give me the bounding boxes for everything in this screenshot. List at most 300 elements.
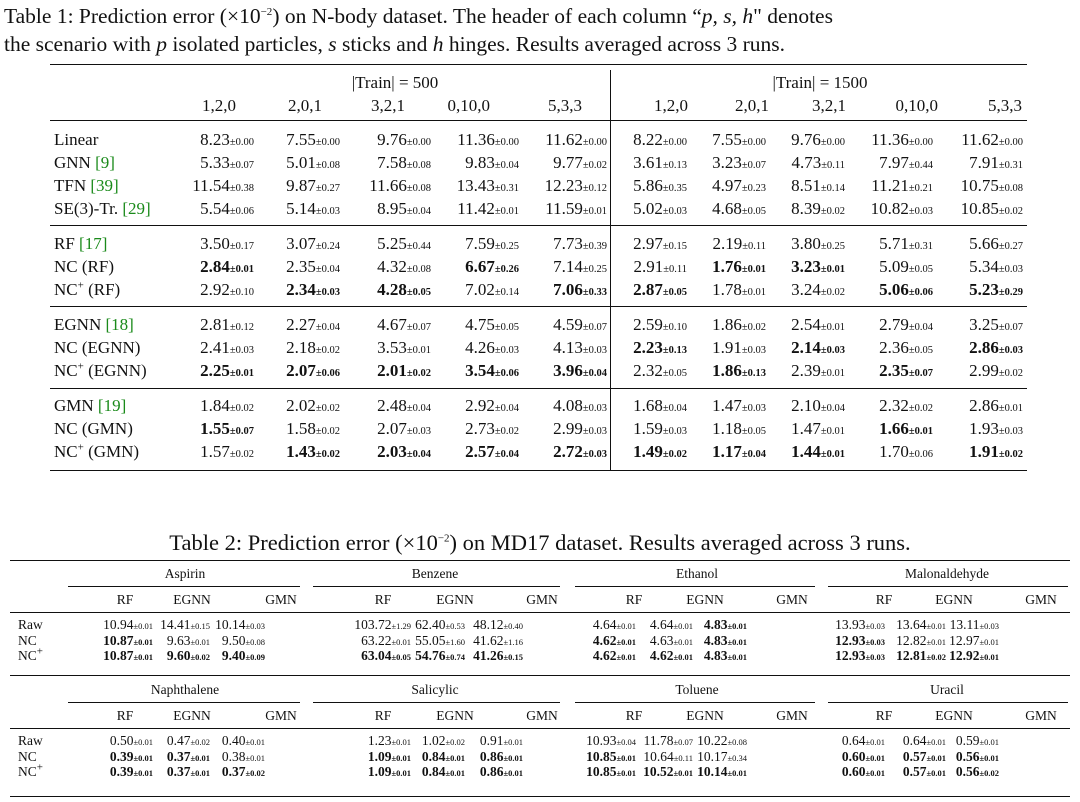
cell-std: ±0.25 xyxy=(582,264,607,275)
table-cell xyxy=(815,633,885,650)
cell-std: ±0.00 xyxy=(741,137,766,148)
cell-std: ±0.05 xyxy=(908,345,933,356)
cell-std: ±0.01 xyxy=(727,621,747,631)
cell-value: 1.58 xyxy=(286,419,316,438)
cell-value: 2.99 xyxy=(969,361,999,380)
cell-std: ±0.01 xyxy=(727,652,747,662)
cell-std: ±0.08 xyxy=(245,636,265,647)
cell-std: ±0.00 xyxy=(820,137,845,148)
cell-value: 5.01 xyxy=(286,153,316,172)
cell-value: 4.13 xyxy=(553,338,583,357)
table-cell xyxy=(154,419,254,442)
cell-std: ±0.04 xyxy=(616,737,636,747)
cell-std: ±0.11 xyxy=(821,160,845,171)
table-cell xyxy=(833,257,933,280)
cell-std: ±0.08 xyxy=(315,160,340,171)
cell-value: 9.40 xyxy=(221,648,246,663)
cell-std: ±0.01 xyxy=(979,652,999,662)
column-header xyxy=(410,96,490,116)
molecule-header xyxy=(867,682,1027,698)
method-header xyxy=(762,708,822,724)
table-cell xyxy=(833,315,933,338)
cell-value: 5.14 xyxy=(286,199,316,218)
table-cell xyxy=(453,764,523,781)
method-name: GMN xyxy=(776,592,808,607)
cell-std: ±0.01 xyxy=(582,206,607,217)
table-cell xyxy=(929,764,999,781)
cell-std: ±0.02 xyxy=(315,449,340,460)
cell-std: ±0.03 xyxy=(741,345,766,356)
row-label xyxy=(54,361,147,381)
cell-value: 0.86 xyxy=(479,748,504,764)
method-header xyxy=(604,708,664,724)
cell-std: ±0.02 xyxy=(315,426,340,437)
cell-std: ±0.02 xyxy=(820,206,845,217)
cell-value: 10.14 xyxy=(697,764,728,779)
cell-value: 3.80 xyxy=(791,234,821,253)
cell-std: ±0.01 xyxy=(616,768,636,778)
row-label-text: NC+ xyxy=(18,645,43,663)
cell-value: 1.91 xyxy=(712,338,742,357)
cell-value: 2.92 xyxy=(200,280,230,299)
cell-value: 0.86 xyxy=(479,764,504,779)
cell-std: ±0.05 xyxy=(662,287,687,298)
cell-value: 1.68 xyxy=(633,396,663,415)
table-cell xyxy=(833,280,933,303)
cell-std: ±0.74 xyxy=(445,652,465,662)
cell-std: ±0.01 xyxy=(616,636,636,647)
cell-value: 41.26 xyxy=(473,648,504,663)
header-rule xyxy=(10,612,1070,613)
cell-std: ±0.09 xyxy=(245,652,265,662)
column-header-label: 1,2,0 xyxy=(654,96,688,115)
cell-value: 2.41 xyxy=(200,338,230,357)
table-cell xyxy=(240,234,340,257)
table2-caption: Table 2: Prediction error $(\times 10^{-2})$ on MD17 dataset. Results averaged across 3 runs. xyxy=(169,530,911,555)
molecule-header xyxy=(867,566,1027,582)
cell-std: ±0.01 xyxy=(391,737,411,747)
method-name: RF xyxy=(374,592,392,607)
cell-std: ±0.01 xyxy=(727,768,747,778)
cell-std: ±0.27 xyxy=(998,241,1023,252)
cell-value: 10.14 xyxy=(215,617,246,632)
cell-value: 4.62 xyxy=(592,648,617,663)
method-header xyxy=(425,708,485,724)
cell-value: 103.72 xyxy=(354,617,392,632)
cell-std: ±0.03 xyxy=(662,426,687,437)
cell-std: ±0.08 xyxy=(727,737,747,747)
method-name: RF xyxy=(625,708,643,723)
cell-value: 4.64 xyxy=(649,617,674,632)
cell-value: 10.93 xyxy=(586,733,617,748)
cell-value: 1.55 xyxy=(200,419,230,438)
cell-std: ±0.03 xyxy=(494,345,519,356)
table-cell xyxy=(419,130,519,153)
table-cell xyxy=(745,199,845,222)
cell-std: ±0.03 xyxy=(741,403,766,414)
cell-std: ±0.05 xyxy=(741,426,766,437)
table-cell xyxy=(331,361,431,384)
molecule-rule xyxy=(68,586,300,587)
cell-value: 3.23 xyxy=(712,153,742,172)
cell-std: ±0.12 xyxy=(229,322,254,333)
cell-std: ±0.00 xyxy=(582,137,607,148)
cell-std: ±0.01 xyxy=(245,752,265,763)
molecule-name: Aspirin xyxy=(164,566,206,581)
method-name: RF xyxy=(116,592,134,607)
molecule-header xyxy=(105,566,265,582)
cell-value: 5.02 xyxy=(633,199,663,218)
cell-std: ±0.35 xyxy=(662,183,687,194)
table-cell xyxy=(833,130,933,153)
cell-std: ±0.01 xyxy=(926,768,946,778)
method-name: GMN xyxy=(526,708,558,723)
cell-std: ±0.01 xyxy=(820,322,845,333)
cell-std: ±0.04 xyxy=(741,449,766,460)
column-header-label: 0,10,0 xyxy=(447,96,490,115)
cell-value: 3.07 xyxy=(286,234,316,253)
top-rule xyxy=(10,560,1070,561)
cell-value: 13.43 xyxy=(456,176,495,195)
table-cell xyxy=(923,257,1023,280)
molecule-header xyxy=(105,682,265,698)
row-label xyxy=(18,733,43,749)
row-label-text: SE(3)-Tr. xyxy=(54,199,123,218)
method-header xyxy=(675,592,735,608)
cell-std: ±0.33 xyxy=(582,287,607,298)
table-cell xyxy=(745,338,845,361)
cell-std: ±0.04 xyxy=(494,403,519,414)
table-cell xyxy=(815,733,885,750)
cell-std: ±0.38 xyxy=(229,183,254,194)
cell-value: 2.91 xyxy=(633,257,664,276)
cell-std: ±0.07 xyxy=(673,737,693,747)
cell-value: 10.52 xyxy=(643,764,674,779)
cell-std: ±0.04 xyxy=(582,368,607,379)
cell-std: ±1.16 xyxy=(503,636,523,647)
cell-std: ±0.06 xyxy=(315,368,340,379)
cell-value: 8.51 xyxy=(791,176,821,195)
cell-value: 13.93 xyxy=(835,617,866,632)
table-cell xyxy=(240,338,340,361)
table1-caption-line1: Table 1: Prediction error $(\times 10^{-2})$ on N-body dataset. The header of each column “p, s, h" denotes xyxy=(4,4,833,28)
cell-std: ±0.01 xyxy=(926,621,946,631)
cell-value: 9.63 xyxy=(166,632,191,648)
row-label-text: NC+ (RF) xyxy=(54,279,121,299)
table-cell xyxy=(929,617,999,634)
cell-value: 1.76 xyxy=(712,257,742,276)
table-cell xyxy=(745,419,845,442)
cell-std: ±0.02 xyxy=(662,449,687,460)
table-cell xyxy=(745,176,845,199)
row-label-text: Raw xyxy=(18,617,43,632)
table-cell xyxy=(453,617,523,634)
cell-value: 11.78 xyxy=(643,733,674,748)
table-cell xyxy=(331,176,431,199)
row-label-text: RF xyxy=(54,234,80,253)
table-cell xyxy=(331,442,431,465)
cell-value: 4.83 xyxy=(703,617,728,632)
molecule-header xyxy=(355,566,515,582)
cell-std: ±0.00 xyxy=(908,137,933,148)
method-header xyxy=(251,708,311,724)
table-cell xyxy=(331,419,431,442)
cell-std: ±0.01 xyxy=(616,652,636,662)
table-cell xyxy=(240,442,340,465)
cell-value: 3.53 xyxy=(377,338,407,357)
cell-std: ±0.03 xyxy=(865,621,885,631)
cell-std: ±0.02 xyxy=(229,449,254,460)
cell-std: ±0.01 xyxy=(926,636,946,647)
cell-value: 11.66 xyxy=(369,176,407,195)
method-name: EGNN xyxy=(436,592,474,607)
method-name: GMN xyxy=(1025,708,1057,723)
cell-value: 63.22 xyxy=(361,632,392,648)
molecule-rule xyxy=(313,586,560,587)
table-cell xyxy=(453,749,523,766)
row-label-text: Linear xyxy=(54,130,99,149)
cell-std: ±0.02 xyxy=(315,345,340,356)
cell-value: 12.93 xyxy=(835,632,866,648)
table-cell xyxy=(154,153,254,176)
cell-std: ±0.01 xyxy=(926,737,946,747)
group-header xyxy=(750,73,890,93)
table-cell xyxy=(453,648,523,665)
method-header xyxy=(162,708,222,724)
cell-std: ±0.17 xyxy=(229,241,254,252)
citation-link: [17] xyxy=(79,234,108,253)
cell-std: ±0.11 xyxy=(742,241,766,252)
cell-std: ±0.04 xyxy=(494,449,519,460)
cell-std: ±0.01 xyxy=(503,752,523,763)
row-label-text: NC xyxy=(18,632,37,648)
cell-value: 1.91 xyxy=(969,442,999,461)
cell-std: ±0.31 xyxy=(494,183,519,194)
cell-std: ±0.03 xyxy=(865,652,885,662)
cell-value: 2.01 xyxy=(377,361,407,380)
cell-std: ±0.27 xyxy=(315,183,340,194)
row-label xyxy=(54,176,119,196)
column-header xyxy=(325,96,405,116)
cell-value: 0.37 xyxy=(221,764,246,779)
method-name: EGNN xyxy=(935,708,973,723)
table-cell xyxy=(240,280,340,303)
cell-std: ±0.13 xyxy=(662,160,687,171)
row-label-text: NC+ (GMN) xyxy=(54,441,140,461)
cell-value: 10.87 xyxy=(103,632,134,648)
molecule-rule xyxy=(828,586,1068,587)
cell-value: 9.76 xyxy=(377,130,407,149)
cell-std: ±0.01 xyxy=(616,752,636,763)
cell-value: 0.37 xyxy=(166,748,191,764)
cell-value: 41.62 xyxy=(473,632,504,648)
molecule-rule xyxy=(575,702,815,703)
cell-std: ±0.02 xyxy=(190,737,210,747)
cell-std: ±0.02 xyxy=(406,368,431,379)
row-label-text: NC (EGNN) xyxy=(54,338,141,357)
row-label xyxy=(54,280,120,300)
cell-value: 2.72 xyxy=(553,442,583,461)
method-header xyxy=(353,592,413,608)
row-label-text: NC (RF) xyxy=(54,257,114,276)
cell-std: ±0.07 xyxy=(741,160,766,171)
cell-value: 1.47 xyxy=(712,396,742,415)
cell-value: 13.11 xyxy=(949,617,980,632)
cell-std: ±0.05 xyxy=(406,287,431,298)
row-label-text: EGNN xyxy=(54,315,106,334)
cell-std: ±0.01 xyxy=(133,768,153,778)
table-cell xyxy=(833,419,933,442)
cell-std: ±0.01 xyxy=(229,264,254,275)
method-header xyxy=(924,592,984,608)
table-cell xyxy=(419,361,519,384)
cell-value: 7.14 xyxy=(553,257,583,276)
cell-value: 1.78 xyxy=(712,280,742,299)
method-header xyxy=(675,708,735,724)
column-header xyxy=(942,96,1022,116)
cell-std: ±0.01 xyxy=(133,737,153,747)
cell-std: ±0.03 xyxy=(662,206,687,217)
cell-value: 7.59 xyxy=(465,234,495,253)
cell-std: ±0.02 xyxy=(998,206,1023,217)
table-cell xyxy=(745,361,845,384)
molecule-name: Ethanol xyxy=(676,566,718,581)
row-label-text: TFN xyxy=(54,176,91,195)
cell-std: ±0.05 xyxy=(494,322,519,333)
cell-value: 8.23 xyxy=(200,130,230,149)
table-cell xyxy=(240,257,340,280)
cell-std: ±0.01 xyxy=(673,636,693,647)
table-cell xyxy=(419,315,519,338)
table-cell xyxy=(240,199,340,222)
table-cell xyxy=(154,442,254,465)
cell-std: ±0.04 xyxy=(315,322,340,333)
table-cell xyxy=(745,234,845,257)
cell-value: 8.39 xyxy=(791,199,821,218)
cell-value: 2.54 xyxy=(791,315,821,334)
cell-std: ±0.01 xyxy=(673,652,693,662)
row-label xyxy=(18,633,37,649)
cell-value: 63.04 xyxy=(361,648,392,663)
table-cell xyxy=(195,617,265,634)
table-cell xyxy=(833,199,933,222)
cell-value: 4.64 xyxy=(592,617,617,632)
cell-std: ±0.01 xyxy=(979,636,999,647)
cell-value: 12.81 xyxy=(896,648,927,663)
cell-std: ±0.03 xyxy=(820,345,845,356)
cell-std: ±0.03 xyxy=(582,426,607,437)
table-cell xyxy=(154,361,254,384)
cell-std: ±0.02 xyxy=(998,368,1023,379)
cell-value: 2.18 xyxy=(286,338,316,357)
cell-value: 4.32 xyxy=(377,257,407,276)
cell-value: 10.85 xyxy=(586,748,617,764)
cell-std: ±0.10 xyxy=(229,287,254,298)
cell-std: ±0.00 xyxy=(229,137,254,148)
cell-value: 12.23 xyxy=(544,176,583,195)
cell-std: ±0.01 xyxy=(133,636,153,647)
cell-std: ±0.23 xyxy=(741,183,766,194)
cell-std: ±0.10 xyxy=(662,322,687,333)
cell-value: 2.25 xyxy=(200,361,230,380)
table-cell xyxy=(331,257,431,280)
cell-value: 2.07 xyxy=(377,419,407,438)
table-cell xyxy=(331,280,431,303)
cell-value: 10.64 xyxy=(643,748,674,764)
table-cell xyxy=(833,338,933,361)
method-name: GMN xyxy=(265,592,297,607)
cell-std: ±0.01 xyxy=(391,752,411,763)
cell-std: ±0.01 xyxy=(908,426,933,437)
cell-value: 10.17 xyxy=(697,748,728,764)
cell-value: 10.82 xyxy=(870,199,909,218)
molecule-name: Malonaldehyde xyxy=(905,566,989,581)
row-label-text: NC (GMN) xyxy=(54,419,133,438)
cell-std: ±0.01 xyxy=(503,737,523,747)
cell-value: 2.59 xyxy=(633,315,663,334)
table-cell xyxy=(815,749,885,766)
table-cell xyxy=(195,633,265,650)
table-cell xyxy=(331,130,431,153)
table-cell xyxy=(419,442,519,465)
citation-link: [29] xyxy=(122,199,151,218)
cell-value: 2.86 xyxy=(969,338,999,357)
cell-std: ±0.03 xyxy=(998,345,1023,356)
bottom-rule xyxy=(50,470,1027,471)
group-header xyxy=(325,73,465,93)
method-name: GMN xyxy=(265,708,297,723)
cell-value: 7.02 xyxy=(465,280,495,299)
table-cell xyxy=(453,733,523,750)
cell-std: ±0.01 xyxy=(190,752,210,763)
cell-std: ±0.01 xyxy=(445,768,465,778)
cell-std: ±0.01 xyxy=(673,621,693,631)
cell-value: 2.07 xyxy=(286,361,316,380)
column-header xyxy=(608,96,688,116)
column-header-label: 3,2,1 xyxy=(812,96,846,115)
column-header-label: 5,3,3 xyxy=(548,96,582,115)
cell-value: 9.83 xyxy=(465,153,495,172)
cell-std: ±0.06 xyxy=(229,206,254,217)
cell-value: 13.64 xyxy=(896,617,927,632)
cell-value: 7.06 xyxy=(553,280,583,299)
cell-value: 10.94 xyxy=(103,617,134,632)
table-cell xyxy=(923,176,1023,199)
column-header xyxy=(156,96,236,116)
citation-link: [18] xyxy=(105,315,134,334)
method-header xyxy=(425,592,485,608)
cell-value: 1.02 xyxy=(421,733,446,748)
table-cell xyxy=(240,419,340,442)
cell-value: 1.86 xyxy=(712,361,742,380)
column-header xyxy=(858,96,938,116)
cell-std: ±0.11 xyxy=(673,752,693,763)
table-cell xyxy=(815,648,885,665)
cell-std: ±0.01 xyxy=(503,768,523,778)
row-label xyxy=(18,749,37,765)
row-label xyxy=(18,617,43,633)
table-cell xyxy=(929,633,999,650)
method-header xyxy=(1011,592,1071,608)
cell-std: ±0.04 xyxy=(494,160,519,171)
cell-value: 5.66 xyxy=(969,234,999,253)
cell-std: ±0.08 xyxy=(998,183,1023,194)
cell-value: 11.42 xyxy=(457,199,495,218)
method-header xyxy=(95,708,155,724)
cell-value: 4.62 xyxy=(649,648,674,663)
table-cell xyxy=(923,419,1023,442)
cell-std: ±0.15 xyxy=(503,652,523,662)
